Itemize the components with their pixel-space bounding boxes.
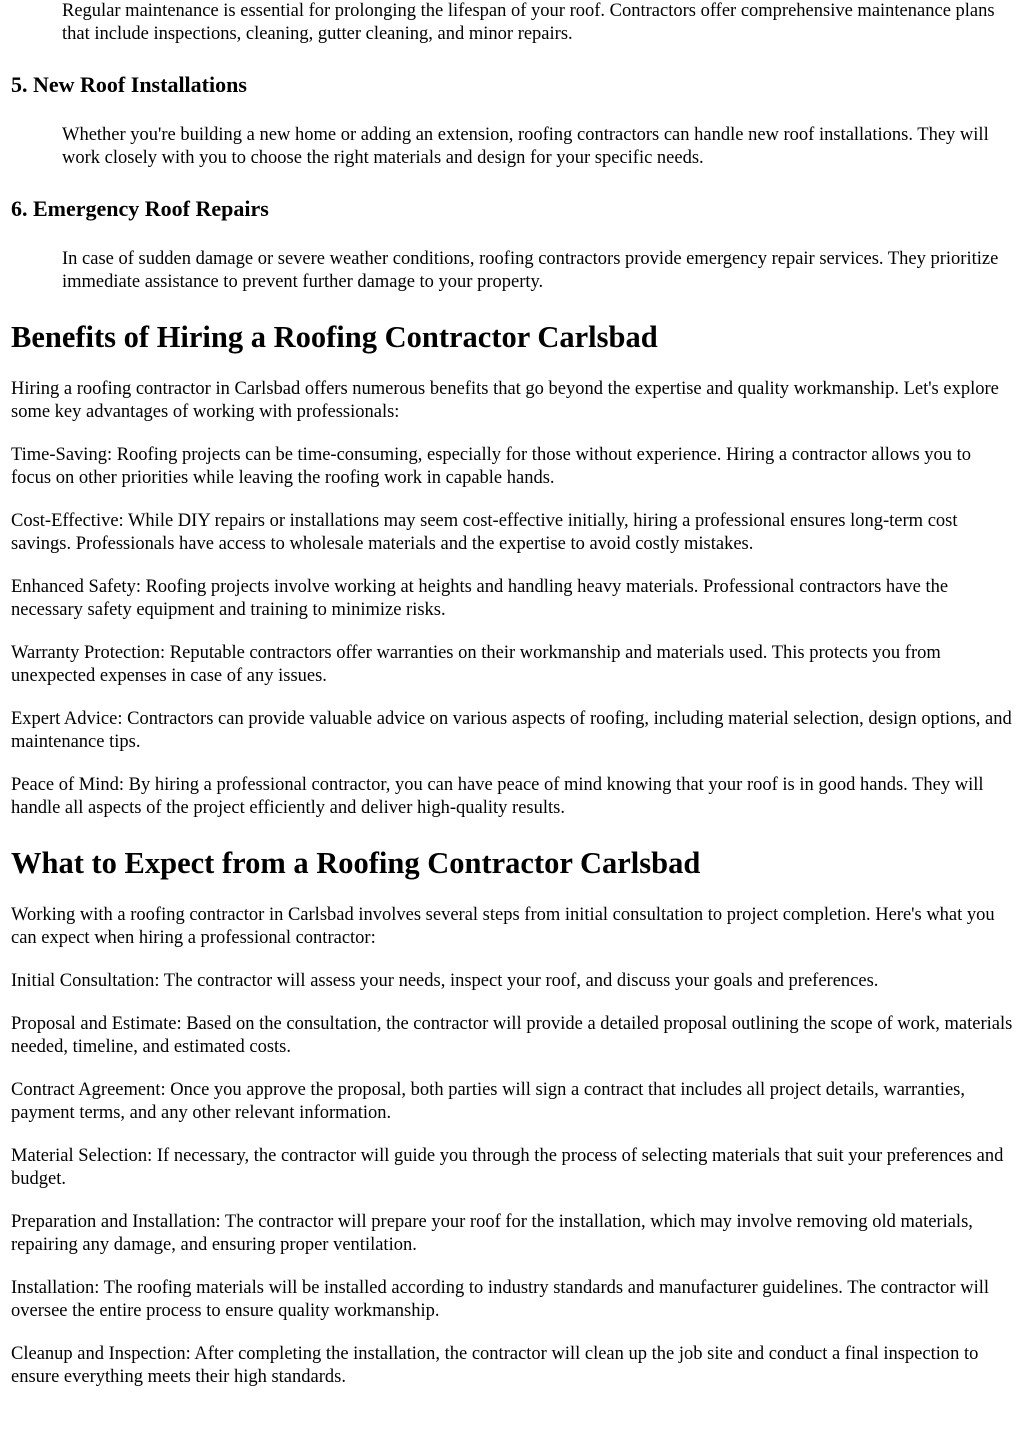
benefits-intro: Hiring a roofing contractor in Carlsbad offers numerous benefits that go beyond the expertise and quality workmanship. Let's explore some key advantages of working with professionals:	[11, 379, 999, 422]
maintenance-quote	[62, 0, 1013, 46]
service-heading-emergency: 6. Emergency Roof Repairs	[11, 196, 269, 221]
expect-item: Initial Consultation: The contractor will assess your needs, inspect your roof, and discuss your goals and preferences.	[11, 971, 879, 991]
maintenance-text: Regular maintenance is essential for prolonging the lifespan of your roof. Contractors offer comprehensive maintenance plans that include inspections, cleaning, gutter cleaning, and minor repairs.	[62, 1, 995, 44]
benefit-item: Expert Advice: Contractors can provide valuable advice on various aspects of roofing, including material selection, design options, and maintenance tips.	[11, 709, 1012, 752]
service-text-emergency: In case of sudden damage or severe weather conditions, roofing contractors provide emergency repair services. They prioritize immediate assistance to prevent further damage to your property.	[62, 249, 999, 292]
expect-item: Contract Agreement: Once you approve the proposal, both parties will sign a contract that includes all project details, warranties, payment terms, and any other relevant information.	[11, 1080, 965, 1123]
service-quote-new-roof	[62, 124, 1013, 170]
benefit-item: Cost-Effective: While DIY repairs or installations may seem cost-effective initially, hiring a professional ensures long-term cost savings. Professionals have access to wholesale materials and the expertise to avoid costly mistakes.	[11, 511, 958, 554]
benefit-item: Warranty Protection: Reputable contractors offer warranties on their workmanship and materials used. This protects you from unexpected expenses in case of any issues.	[11, 643, 941, 686]
expect-item: Cleanup and Inspection: After completing the installation, the contractor will clean up the job site and conduct a final inspection to ensure everything meets their high standards.	[11, 1344, 979, 1387]
expect-item: Preparation and Installation: The contractor will prepare your roof for the installation, which may involve removing old materials, repairing any damage, and ensuring proper ventilation.	[11, 1212, 973, 1255]
benefit-item: Enhanced Safety: Roofing projects involve working at heights and handling heavy materials. Professional contractors have the necessary safety equipment and training to minimize risks.	[11, 577, 949, 620]
expect-intro: Working with a roofing contractor in Carlsbad involves several steps from initial consultation to project completion. Here's what you can expect when hiring a professional contractor:	[11, 905, 995, 948]
benefit-item: Peace of Mind: By hiring a professional contractor, you can have peace of mind knowing that your roof is in good hands. They will handle all aspects of the project efficiently and deliver high-quality results.	[11, 775, 984, 818]
benefits-heading: Benefits of Hiring a Roofing Contractor Carlsbad	[11, 320, 658, 354]
expect-heading: What to Expect from a Roofing Contractor Carlsbad	[11, 846, 701, 880]
service-text-new-roof: Whether you're building a new home or adding an extension, roofing contractors can handle new roof installations. They will work closely with you to choose the right materials and design for your specific needs.	[62, 125, 989, 168]
expect-item: Material Selection: If necessary, the contractor will guide you through the process of selecting materials that suit your preferences and budget.	[11, 1146, 1004, 1189]
expect-item: Installation: The roofing materials will be installed according to industry standards and manufacturer guidelines. The contractor will oversee the entire process to ensure quality workmanship.	[11, 1278, 989, 1321]
service-heading-new-roof: 5. New Roof Installations	[11, 72, 247, 97]
expect-item: Proposal and Estimate: Based on the consultation, the contractor will provide a detailed proposal outlining the scope of work, materials needed, timeline, and estimated costs.	[11, 1014, 1013, 1057]
service-quote-emergency	[62, 248, 1013, 294]
benefit-item: Time-Saving: Roofing projects can be time-consuming, especially for those without experience. Hiring a contractor allows you to focus on other priorities while leaving the roofing work in capable hands.	[11, 445, 972, 488]
